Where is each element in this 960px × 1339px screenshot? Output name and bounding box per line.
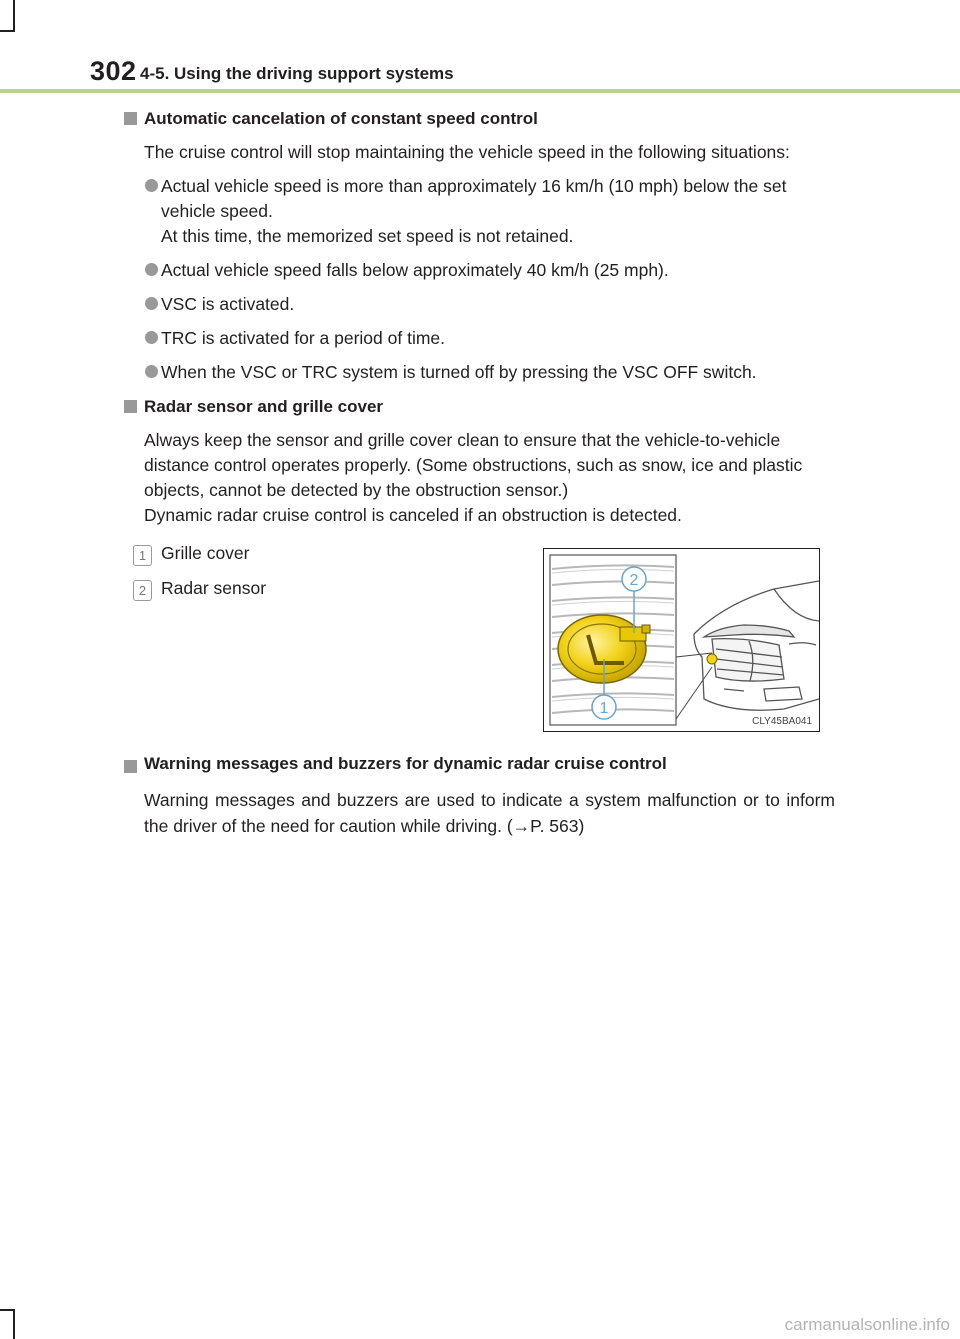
- legend-item-radar-sensor: [130, 578, 266, 603]
- crop-mark-bottom-left-v: [13, 1309, 15, 1339]
- list-item-text: Actual vehicle speed falls below approximately 40 km/h (25 mph).: [161, 260, 669, 280]
- heading-text: Radar sensor and grille cover: [144, 397, 384, 416]
- heading-text: Warning messages and buzzers for dynamic radar cruise control: [144, 754, 667, 773]
- cancel-conditions-list: [124, 174, 844, 385]
- callout-2-label: 2: [629, 572, 639, 589]
- list-item-text: VSC is activated.: [161, 294, 295, 314]
- heading-warning-messages: [124, 754, 864, 774]
- list-item-note: At this time, the memorized set speed is not retained.: [161, 226, 574, 246]
- legend-label: Grille cover: [161, 543, 250, 563]
- list-item: [124, 258, 844, 283]
- section-title: 4-5. Using the driving support systems: [140, 64, 454, 83]
- legend-label: Radar sensor: [161, 578, 267, 598]
- heading-radar-sensor: [124, 394, 844, 419]
- heading-text: Automatic cancelation of constant speed control: [144, 109, 538, 128]
- radar-sensor-illustration: [543, 548, 820, 732]
- list-item: [124, 326, 844, 351]
- header-rule: [0, 89, 960, 93]
- radar-paragraph: Always keep the sensor and grille cover clean to ensure that the vehicle-to-vehicle distance control operates properly. (Some obstructions, such as snow, ice and plastic objects, cannot be detected by the obstruction sensor.): [144, 430, 803, 500]
- square-bullet-icon: [124, 112, 137, 125]
- square-bullet-icon: [124, 400, 137, 413]
- watermark: carmanualsonline.info: [784, 1315, 950, 1334]
- grille-cover-emblem: [558, 615, 646, 683]
- crop-mark-top-left-h: [0, 30, 15, 32]
- round-bullet-icon: [145, 365, 158, 378]
- callout-1-label: 1: [599, 700, 609, 717]
- round-bullet-icon: [145, 331, 158, 344]
- warning-paragraph: Warning messages and buzzers are used to indicate a system malfunction or to inform the driver of the need for caution while driving. (→P. 563): [144, 790, 835, 836]
- list-item-text: Actual vehicle speed is more than approximately 16 km/h (10 mph) below the set vehicle speed.: [161, 176, 787, 221]
- car-front-outline: [694, 581, 819, 710]
- list-item-text: When the VSC or TRC system is turned off by pressing the VSC OFF switch.: [161, 362, 757, 382]
- legend-item-grille-cover: [130, 543, 266, 568]
- intro-paragraph: The cruise control will stop maintaining the vehicle speed in the following situations:: [144, 142, 790, 162]
- page-number: 302: [90, 56, 137, 86]
- round-bullet-icon: [145, 297, 158, 310]
- figure-code: CLY45BA041: [752, 716, 812, 727]
- vehicle-front-illustration: [544, 549, 819, 731]
- heading-auto-cancel: [124, 106, 844, 131]
- list-item-text: TRC is activated for a period of time.: [161, 328, 445, 348]
- figure-legend: [130, 543, 266, 613]
- callout-number: 2: [133, 580, 152, 601]
- list-item: [124, 174, 844, 249]
- list-item: [124, 360, 844, 385]
- main-content: [124, 106, 844, 537]
- radar-obstruction-paragraph: Dynamic radar cruise control is canceled if an obstruction is detected.: [144, 505, 682, 525]
- round-bullet-icon: [145, 263, 158, 276]
- crop-mark-bottom-left-h: [0, 1309, 15, 1311]
- list-item: [124, 292, 844, 317]
- crop-mark-top-left-v: [13, 0, 15, 30]
- callout-number: 1: [133, 545, 152, 566]
- square-bullet-icon: [124, 760, 137, 773]
- round-bullet-icon: [145, 179, 158, 192]
- car-radar-sensor-marker: [707, 654, 717, 664]
